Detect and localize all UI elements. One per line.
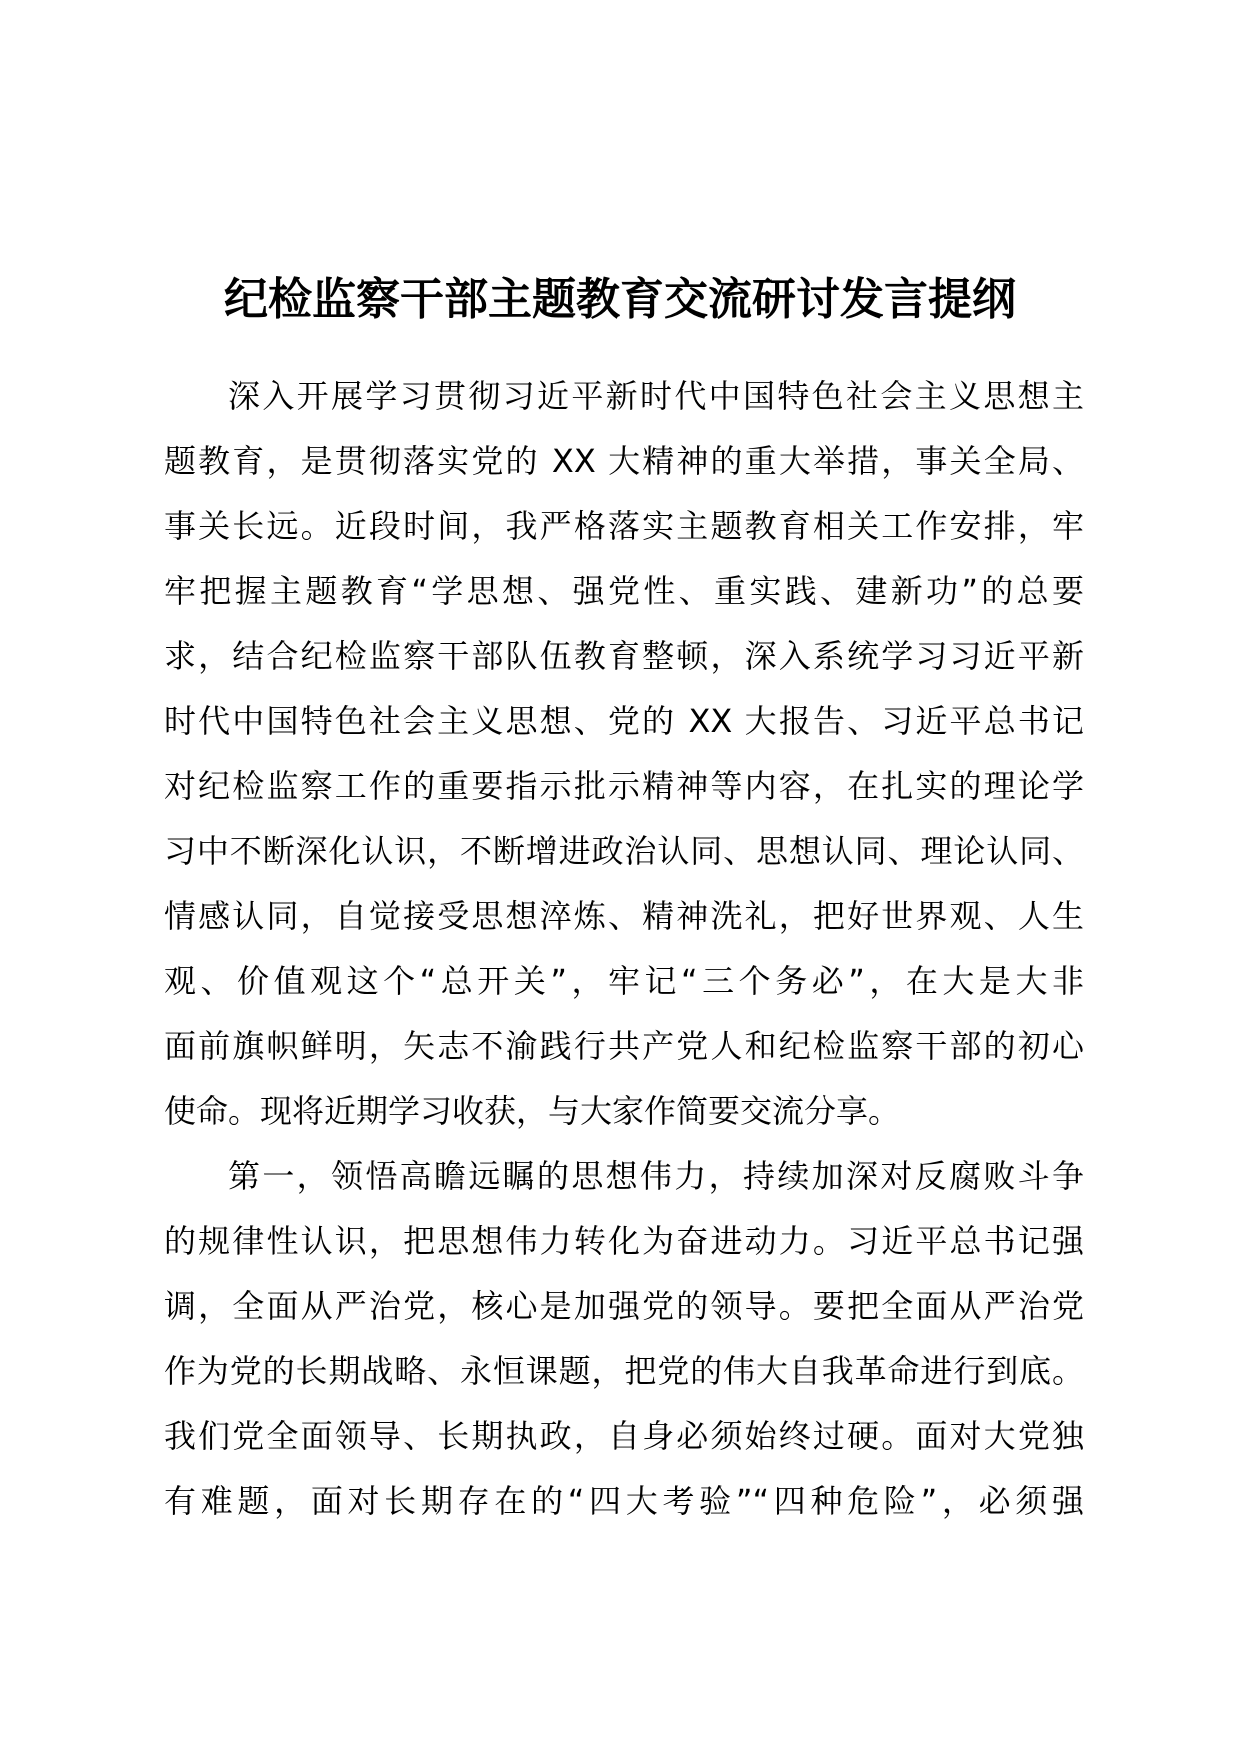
- paragraph-line: 第一，领悟高瞻远瞩的思想伟力，持续加深对反腐败斗争: [228, 1157, 1084, 1195]
- paragraph-line: 对纪检监察工作的重要指示批示精神等内容，在扎实的理论学: [164, 767, 1084, 805]
- paragraph-line: 观、价值观这个“总开关”，牢记“三个务必”，在大是大非: [164, 962, 1084, 1000]
- paragraph-line: 题教育，是贯彻落实党的 XX 大精神的重大举措，事关全局、: [164, 442, 1084, 480]
- paragraph-line: 情感认同，自觉接受思想淬炼、精神洗礼，把好世界观、人生: [164, 897, 1084, 935]
- paragraph-line: 面前旗帜鲜明，矢志不渝践行共产党人和纪检监察干部的初心: [164, 1027, 1084, 1065]
- paragraph: [164, 1144, 1084, 1534]
- paragraph-line: 有难题，面对长期存在的“四大考验”“四种危险”，必须强: [164, 1482, 1084, 1520]
- document-body: [164, 364, 1084, 1534]
- paragraph-line: 调，全面从严治党，核心是加强党的领导。要把全面从严治党: [164, 1287, 1084, 1325]
- paragraph-line: 事关长远。近段时间，我严格落实主题教育相关工作安排，牢: [164, 507, 1084, 545]
- document-title: 纪检监察干部主题教育交流研讨发言提纲: [224, 274, 1016, 325]
- paragraph-line: 的规律性认识，把思想伟力转化为奋进动力。习近平总书记强: [164, 1222, 1084, 1260]
- paragraph-line: 使命。现将近期学习收获，与大家作简要交流分享。: [164, 1092, 901, 1130]
- paragraph-line: 牢把握主题教育“学思想、强党性、重实践、建新功”的总要: [164, 572, 1084, 610]
- paragraph-line: 作为党的长期战略、永恒课题，把党的伟大自我革命进行到底。: [164, 1352, 1084, 1390]
- paragraph-line: 时代中国特色社会主义思想、党的 XX 大报告、习近平总书记: [164, 702, 1084, 740]
- paragraph-line: 深入开展学习贯彻习近平新时代中国特色社会主义思想主: [228, 377, 1084, 415]
- paragraph-line: 求，结合纪检监察干部队伍教育整顿，深入系统学习习近平新: [164, 637, 1084, 675]
- paragraph-line: 我们党全面领导、长期执政，自身必须始终过硬。面对大党独: [164, 1417, 1084, 1455]
- paragraph: [164, 364, 1084, 1144]
- paragraph-line: 习中不断深化认识，不断增进政治认同、思想认同、理论认同、: [164, 832, 1084, 870]
